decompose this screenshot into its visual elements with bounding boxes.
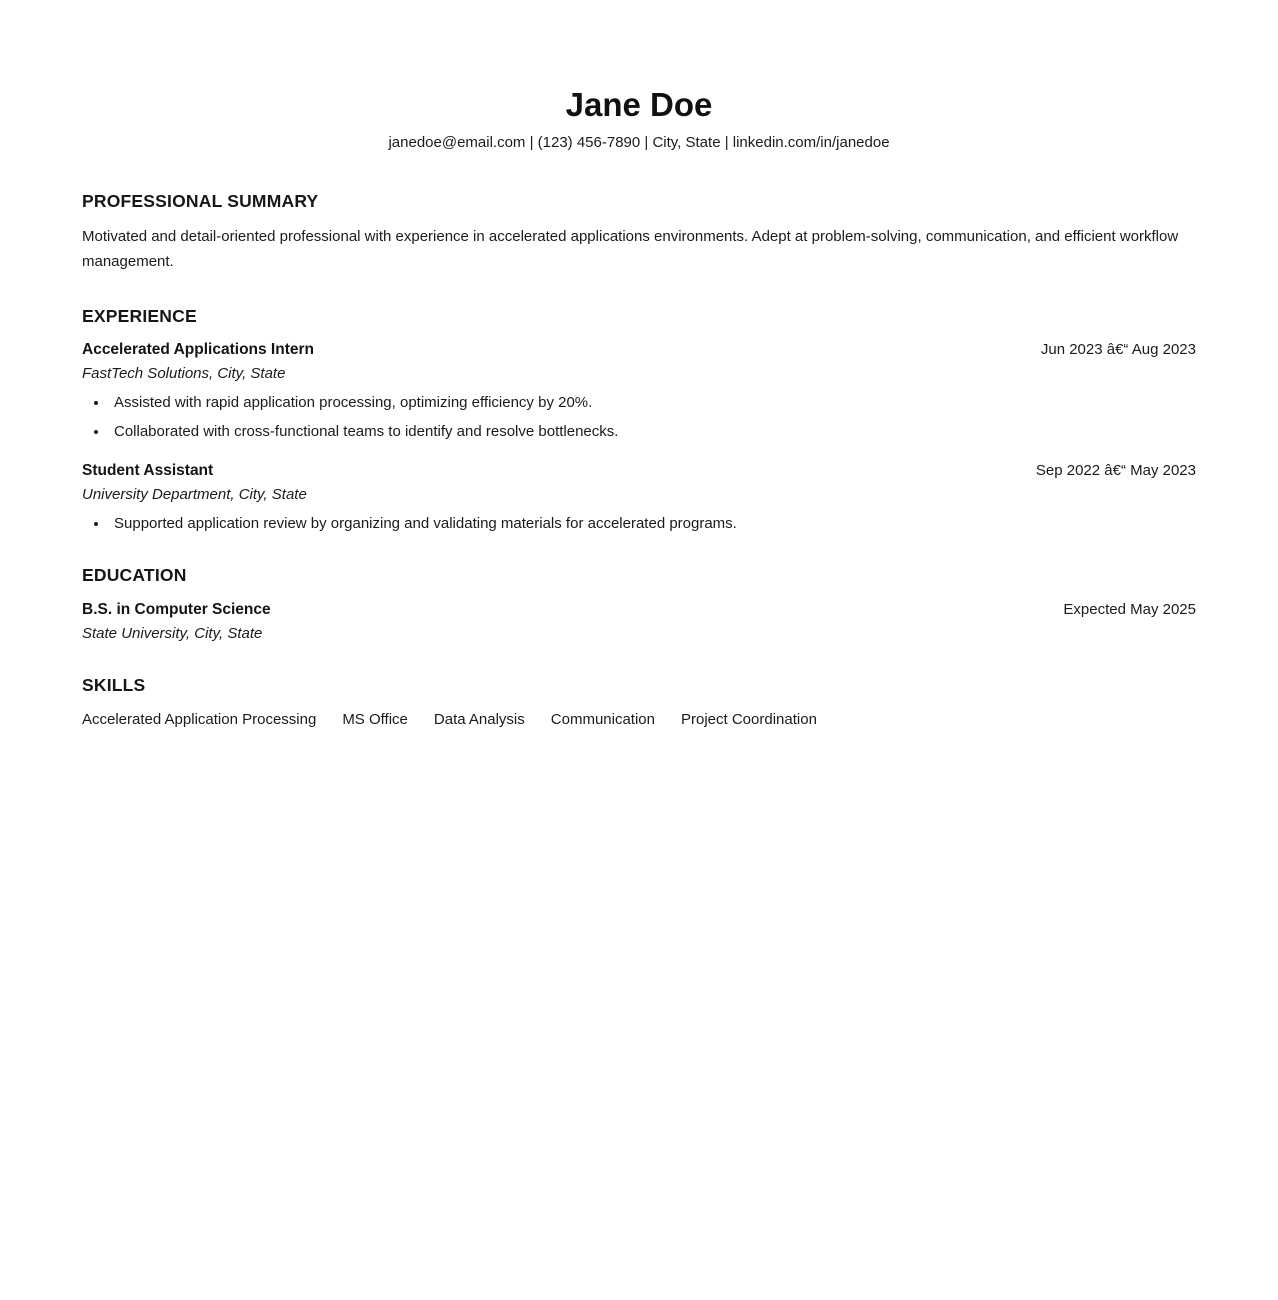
job-header-row <box>82 339 1196 361</box>
section-heading-experience: EXPERIENCE <box>82 305 197 326</box>
skill-item: MS Office <box>342 710 408 728</box>
contact-line: janedoe@email.com | (123) 456-7890 | City, State | linkedin.com/in/janedoe <box>388 133 890 151</box>
skills-list <box>82 710 1196 730</box>
skill-item: Data Analysis <box>433 710 525 728</box>
skill-item: Project Coordination <box>681 710 817 728</box>
job-title: Accelerated Applications Intern <box>82 341 314 359</box>
bullet-item: • Collaborated with cross-functional teams to identify and resolve bottlenecks. <box>109 422 1196 442</box>
job-dates: Sep 2022 â€“ May 2023 <box>1035 462 1196 480</box>
education-dates: Expected May 2025 <box>1063 601 1196 619</box>
job-header-row <box>82 460 1196 482</box>
job-bullet-list <box>82 393 1196 442</box>
resume-name: Jane Doe <box>565 86 713 123</box>
experience-entry <box>82 339 1196 442</box>
section-heading-skills: SKILLS <box>82 675 146 696</box>
bullet-item: • Supported application review by organizing and validating materials for accelerated programs. <box>109 514 1196 534</box>
section-heading-education: EDUCATION <box>82 565 187 586</box>
job-dates: Jun 2023 â€“ Aug 2023 <box>1040 341 1196 359</box>
skill-item: Communication <box>550 710 655 728</box>
job-company: FastTech Solutions, City, State <box>82 365 286 383</box>
education-header-row <box>82 599 1196 621</box>
job-bullet-list <box>82 514 1196 534</box>
skill-item: Accelerated Application Processing <box>82 710 317 728</box>
summary-paragraph: Motivated and detail-oriented professional with experience in accelerated applications environments. Adept at problem-solving, communication, and efficient workflow management. <box>82 227 1179 271</box>
job-company: University Department, City, State <box>82 486 307 504</box>
experience-entry <box>82 460 1196 534</box>
degree-title: B.S. in Computer Science <box>82 601 271 619</box>
education-entry <box>82 599 1196 644</box>
education-school: State University, City, State <box>82 625 263 643</box>
job-title: Student Assistant <box>82 462 214 480</box>
section-heading-professional-summary: PROFESSIONAL SUMMARY <box>82 190 319 211</box>
bullet-item: • Assisted with rapid application processing, optimizing efficiency by 20%. <box>109 393 1196 413</box>
